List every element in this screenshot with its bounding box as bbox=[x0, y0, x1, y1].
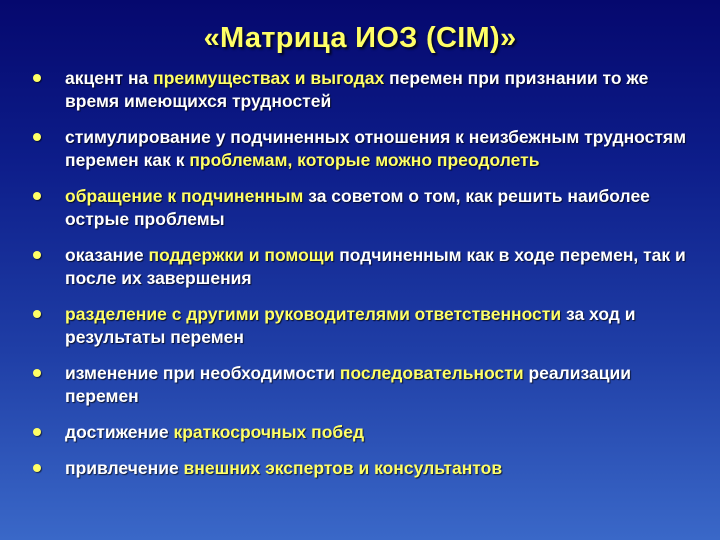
bullet-item bbox=[33, 362, 693, 408]
bullet-item bbox=[33, 185, 693, 231]
bullet-dot-icon bbox=[33, 133, 41, 141]
bullet-text bbox=[65, 458, 502, 478]
bullet-text bbox=[65, 186, 650, 229]
text-segment: за советом о том, как решить наиболее острые проблемы bbox=[65, 186, 650, 229]
highlighted-phrase: последовательности bbox=[339, 363, 524, 383]
text-segment: перемен при признании то же время имеющихся трудностей bbox=[65, 68, 649, 111]
text-segment: оказание bbox=[65, 245, 149, 265]
bullet-text bbox=[65, 68, 648, 111]
bullet-text bbox=[65, 363, 631, 406]
bullet-dot-icon bbox=[33, 310, 41, 318]
highlighted-phrase: преимуществах и выгодах bbox=[153, 68, 385, 88]
bullet-text bbox=[65, 304, 636, 347]
bullet-item bbox=[33, 244, 693, 290]
text-segment: достижение bbox=[65, 422, 174, 442]
text-segment: подчиненным как в ходе перемен, так и после их завершения bbox=[65, 245, 686, 288]
bullet-item bbox=[33, 421, 693, 444]
text-segment: привлечение bbox=[65, 458, 184, 478]
bullet-item bbox=[33, 303, 693, 349]
text-segment: акцент на bbox=[65, 68, 154, 88]
bullet-dot-icon bbox=[33, 369, 41, 377]
text-segment: за ход и результаты перемен bbox=[65, 304, 636, 347]
highlighted-phrase: разделение с другими руководителями ответственности bbox=[65, 304, 562, 324]
bullet-dot-icon bbox=[33, 192, 41, 200]
slide-title: «Матрица ИОЗ (CIM)» bbox=[203, 22, 517, 54]
bullet-list bbox=[33, 67, 693, 493]
bullet-text bbox=[65, 127, 686, 170]
bullet-item bbox=[33, 126, 693, 172]
bullet-dot-icon bbox=[33, 251, 41, 259]
highlighted-phrase: проблемам, которые можно преодолеть bbox=[189, 150, 540, 170]
bullet-dot-icon bbox=[33, 74, 41, 82]
highlighted-phrase: краткосрочных побед bbox=[173, 422, 365, 442]
highlighted-phrase: обращение к подчиненным bbox=[65, 186, 304, 206]
bullet-dot-icon bbox=[33, 428, 41, 436]
bullet-item bbox=[33, 67, 693, 113]
highlighted-phrase: поддержки и помощи bbox=[148, 245, 335, 265]
bullet-dot-icon bbox=[33, 464, 41, 472]
bullet-item bbox=[33, 457, 693, 480]
text-segment: изменение при необходимости bbox=[65, 363, 340, 383]
text-segment: стимулирование у подчиненных отношения к неизбежным трудностям перемен как к bbox=[65, 127, 687, 170]
bullet-text bbox=[65, 422, 364, 442]
text-segment: реализации перемен bbox=[65, 363, 631, 406]
bullet-text bbox=[65, 245, 686, 288]
highlighted-phrase: внешних экспертов и консультантов bbox=[183, 458, 503, 478]
